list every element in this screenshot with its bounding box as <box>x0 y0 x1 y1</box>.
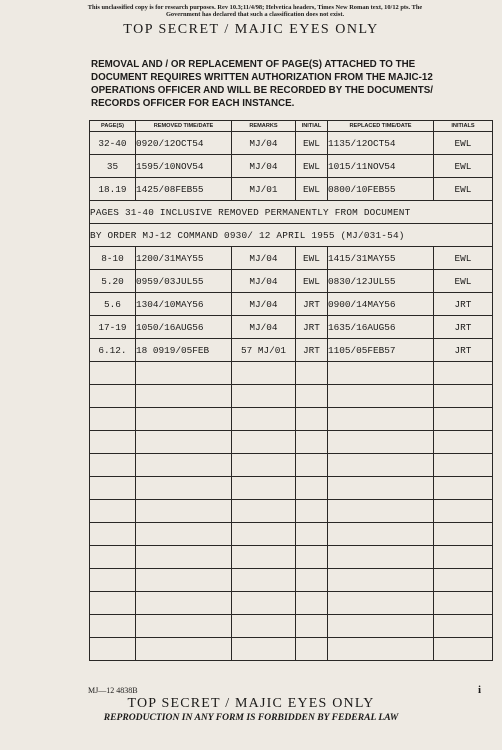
empty-cell <box>232 408 296 431</box>
empty-row <box>90 408 493 431</box>
page-removal-log-table <box>89 120 493 661</box>
table-row <box>90 316 493 339</box>
empty-cell <box>296 523 328 546</box>
empty-cell <box>136 615 232 638</box>
notice-line-2: DOCUMENT REQUIRES WRITTEN AUTHORIZATION FROM THE MAJIC-12 <box>91 72 433 83</box>
empty-cell <box>90 431 136 454</box>
empty-cell <box>434 477 493 500</box>
empty-cell <box>90 615 136 638</box>
empty-cell <box>232 615 296 638</box>
empty-cell <box>296 592 328 615</box>
cell-initials: EWL <box>434 155 493 178</box>
bottom-classification-banner: TOP SECRET / MAJIC EYES ONLY <box>127 696 375 711</box>
empty-cell <box>434 500 493 523</box>
removal-notice <box>91 58 493 110</box>
cell-pages: 17-19 <box>90 316 136 339</box>
permanent-removal-note-line-1: PAGES 31-40 INCLUSIVE REMOVED PERMANENTLY FROM DOCUMENT <box>90 201 493 224</box>
cell-replaced: 0900/14MAY56 <box>328 293 434 316</box>
empty-cell <box>328 477 434 500</box>
cell-replaced: 1135/12OCT54 <box>328 132 434 155</box>
empty-cell <box>136 523 232 546</box>
empty-cell <box>90 569 136 592</box>
empty-cell <box>232 638 296 661</box>
empty-cell <box>136 454 232 477</box>
header-remarks: REMARKS <box>232 121 296 132</box>
empty-cell <box>232 523 296 546</box>
empty-cell <box>296 569 328 592</box>
empty-cell <box>296 362 328 385</box>
empty-cell <box>328 615 434 638</box>
table-row-span <box>90 224 493 247</box>
empty-row <box>90 385 493 408</box>
empty-cell <box>296 431 328 454</box>
cell-remarks: MJ/04 <box>232 247 296 270</box>
empty-cell <box>328 546 434 569</box>
table-row <box>90 339 493 362</box>
cell-removed: 1050/16AUG56 <box>136 316 232 339</box>
header-removed: REMOVED TIME/DATE <box>136 121 232 132</box>
empty-row <box>90 546 493 569</box>
empty-cell <box>296 477 328 500</box>
header-pages: PAGE(S) <box>90 121 136 132</box>
cell-pages: 18.19 <box>90 178 136 201</box>
cell-remarks: MJ/04 <box>232 132 296 155</box>
cell-initials: EWL <box>434 178 493 201</box>
notice-line-4: RECORDS OFFICER FOR EACH INSTANCE. <box>91 98 295 109</box>
table-row <box>90 293 493 316</box>
cell-initial: JRT <box>296 293 328 316</box>
empty-cell <box>90 546 136 569</box>
cell-removed: 1304/10MAY56 <box>136 293 232 316</box>
cell-remarks: MJ/01 <box>232 178 296 201</box>
empty-cell <box>136 477 232 500</box>
empty-row <box>90 592 493 615</box>
cell-replaced: 1105/05FEB57 <box>328 339 434 362</box>
empty-cell <box>136 408 232 431</box>
table-row <box>90 270 493 293</box>
cell-initial: EWL <box>296 155 328 178</box>
header-initials: INITIALS <box>434 121 493 132</box>
empty-cell <box>296 385 328 408</box>
empty-cell <box>232 431 296 454</box>
cell-initials: JRT <box>434 293 493 316</box>
cell-pages: 5.6 <box>90 293 136 316</box>
cell-removed: 0959/03JUL55 <box>136 270 232 293</box>
cell-remarks: MJ/04 <box>232 270 296 293</box>
empty-row <box>90 523 493 546</box>
cell-pages: 35 <box>90 155 136 178</box>
cell-removed: 1595/10NOV54 <box>136 155 232 178</box>
empty-cell <box>328 638 434 661</box>
empty-cell <box>434 523 493 546</box>
empty-cell <box>296 638 328 661</box>
header-replaced: REPLACED TIME/DATE <box>328 121 434 132</box>
cell-initials: JRT <box>434 339 493 362</box>
research-disclaimer <box>40 4 470 19</box>
cell-remarks: MJ/04 <box>232 155 296 178</box>
empty-cell <box>232 569 296 592</box>
empty-cell <box>296 546 328 569</box>
cell-remarks: 57 MJ/01 <box>232 339 296 362</box>
empty-cell <box>434 592 493 615</box>
disclaimer-line-1: This unclassified copy is for research purposes. Rev 10.3;11/4/98; Helvetica headers, Times New Roman text, 10/12 pts. The <box>87 4 423 11</box>
empty-row <box>90 454 493 477</box>
cell-replaced: 1015/11NOV54 <box>328 155 434 178</box>
empty-cell <box>136 592 232 615</box>
empty-cell <box>434 454 493 477</box>
header-initial: INITIAL <box>296 121 328 132</box>
empty-row <box>90 477 493 500</box>
empty-cell <box>434 638 493 661</box>
empty-cell <box>90 408 136 431</box>
empty-cell <box>328 362 434 385</box>
empty-row <box>90 362 493 385</box>
empty-cell <box>434 362 493 385</box>
cell-replaced: 0830/12JUL55 <box>328 270 434 293</box>
cell-initial: EWL <box>296 247 328 270</box>
top-classification-banner: TOP SECRET / MAJIC EYES ONLY <box>123 22 379 37</box>
empty-row <box>90 431 493 454</box>
empty-cell <box>434 546 493 569</box>
table-row <box>90 132 493 155</box>
empty-cell <box>328 408 434 431</box>
page-number: i <box>478 684 482 696</box>
empty-cell <box>232 500 296 523</box>
empty-cell <box>90 523 136 546</box>
empty-cell <box>434 385 493 408</box>
empty-cell <box>232 477 296 500</box>
empty-cell <box>434 431 493 454</box>
empty-cell <box>136 431 232 454</box>
table-row <box>90 247 493 270</box>
notice-line-1: REMOVAL AND / OR REPLACEMENT OF PAGE(S) ATTACHED TO THE <box>91 59 416 70</box>
empty-cell <box>296 500 328 523</box>
empty-row <box>90 569 493 592</box>
cell-removed: 1425/08FEB55 <box>136 178 232 201</box>
empty-row <box>90 615 493 638</box>
cell-replaced: 1635/16AUG56 <box>328 316 434 339</box>
empty-row <box>90 500 493 523</box>
empty-cell <box>296 408 328 431</box>
cell-initial: JRT <box>296 339 328 362</box>
empty-cell <box>232 385 296 408</box>
empty-cell <box>136 500 232 523</box>
cell-pages: 6.12. <box>90 339 136 362</box>
cell-initial: JRT <box>296 316 328 339</box>
empty-cell <box>296 615 328 638</box>
empty-cell <box>328 385 434 408</box>
empty-cell <box>136 569 232 592</box>
cell-pages: 32-40 <box>90 132 136 155</box>
empty-cell <box>232 592 296 615</box>
empty-cell <box>90 362 136 385</box>
table-header-row <box>90 121 493 132</box>
empty-cell <box>296 454 328 477</box>
disclaimer-line-2: Government has declared that such a classification does not exist. <box>165 11 345 19</box>
empty-cell <box>90 500 136 523</box>
empty-cell <box>90 477 136 500</box>
cell-removed: 18 0919/05FEB <box>136 339 232 362</box>
cell-initials: JRT <box>434 316 493 339</box>
empty-cell <box>90 385 136 408</box>
cell-pages: 5.20 <box>90 270 136 293</box>
cell-initials: EWL <box>434 132 493 155</box>
empty-cell <box>232 362 296 385</box>
reproduction-warning: REPRODUCTION IN ANY FORM IS FORBIDDEN BY FEDERAL LAW <box>103 712 399 723</box>
empty-cell <box>328 431 434 454</box>
permanent-removal-note-line-2: BY ORDER MJ-12 COMMAND 0930/ 12 APRIL 1955 (MJ/031-54) <box>90 224 493 247</box>
table-row <box>90 155 493 178</box>
cell-removed: 0920/12OCT54 <box>136 132 232 155</box>
cell-initials: EWL <box>434 270 493 293</box>
empty-cell <box>328 592 434 615</box>
empty-cell <box>328 569 434 592</box>
empty-row <box>90 638 493 661</box>
cell-remarks: MJ/04 <box>232 293 296 316</box>
empty-cell <box>328 500 434 523</box>
table-row <box>90 178 493 201</box>
empty-cell <box>136 385 232 408</box>
empty-cell <box>136 546 232 569</box>
empty-cell <box>434 569 493 592</box>
empty-cell <box>90 638 136 661</box>
table-row-span <box>90 201 493 224</box>
empty-cell <box>90 592 136 615</box>
document-control-number: MJ—12 4838B <box>88 686 138 695</box>
cell-replaced: 0800/10FEB55 <box>328 178 434 201</box>
empty-cell <box>136 362 232 385</box>
empty-cell <box>232 454 296 477</box>
cell-replaced: 1415/31MAY55 <box>328 247 434 270</box>
empty-cell <box>328 454 434 477</box>
empty-cell <box>434 615 493 638</box>
cell-initials: EWL <box>434 247 493 270</box>
notice-line-3: OPERATIONS OFFICER AND WILL BE RECORDED BY THE DOCUMENTS/ <box>91 85 433 96</box>
empty-cell <box>90 454 136 477</box>
cell-initial: EWL <box>296 132 328 155</box>
cell-initial: EWL <box>296 178 328 201</box>
cell-removed: 1200/31MAY55 <box>136 247 232 270</box>
cell-remarks: MJ/04 <box>232 316 296 339</box>
empty-cell <box>232 546 296 569</box>
empty-cell <box>328 523 434 546</box>
cell-initial: EWL <box>296 270 328 293</box>
empty-cell <box>136 638 232 661</box>
empty-cell <box>434 408 493 431</box>
cell-pages: 8-10 <box>90 247 136 270</box>
